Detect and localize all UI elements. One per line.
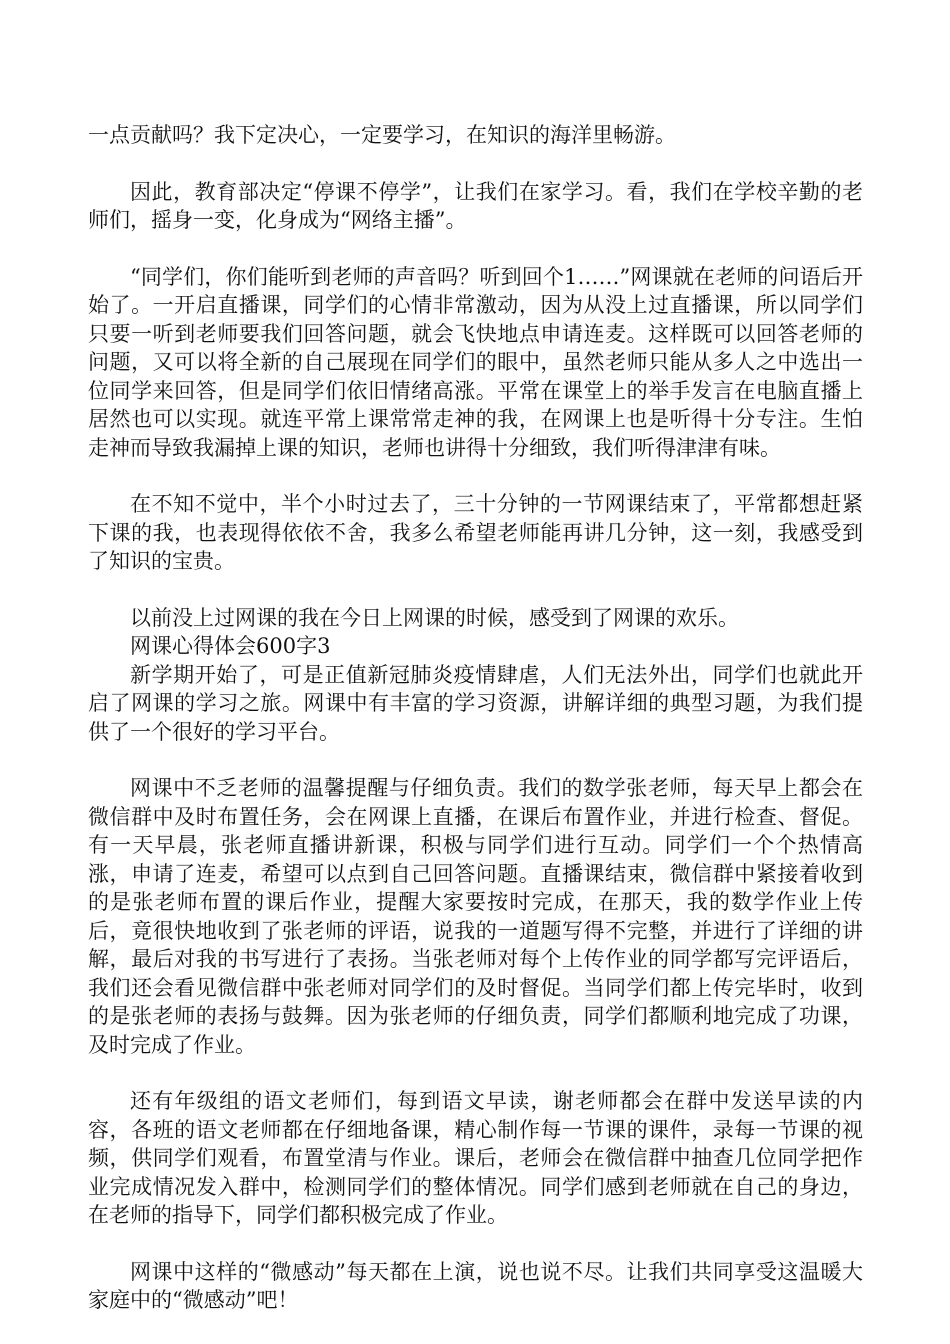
paragraph-math-teacher: 网课中不乏老师的温馨提醒与仔细负责。我们的数学张老师，每天早上都会在微信群中及时布置任务，会在网课上直播，在课后布置作业，并进行检查、督促。有一天早晨，张老师直播讲新课，积极与同学们进行互动。同学们一个个热情高涨，申请了连麦，希望可以点到自己回答问题。直播课结束，微信群中紧接着收到的是张老师布置的课后作业，提醒大家要按时完成，在那天，我的数学作业上传后，竟很快地收到了张老师的评语，说我的一道题写得不完整，并进行了详细的讲解，最后对我的书写进行了表扬。当张老师对每个上传作业的同学都写完评语后，我们还会看见微信群中张老师对同学们的及时督促。当同学们都上传完毕时，收到的是张老师的表扬与鼓舞。因为张老师的仔细负责，同学们都顺利地完成了功课，及时完成了作业。 [88,776,863,1057]
paragraph-live-class: “同学们，你们能听到老师的声音吗？听到回个1……”网课就在老师的问语后开始了。一开启直播课，同学们的心情非常激动，因为从没上过直播课，所以同学们只要一听到老师要我们回答问题，就会飞快地点申请连麦。这样既可以回答老师的问题，又可以将全新的自己展现在同学们的眼中，虽然老师只能从多人之中选出一位同学来回答，但是同学们依旧情绪高涨。平常在课堂上的举手发言在电脑直播上居然也可以实现。就连平常上课常常走神的我，在网课上也是听得十分专注。生怕走神而导致我漏掉上课的知识，老师也讲得十分细致，我们听得津津有味。 [88,264,863,460]
paragraph-class-end: 在不知不觉中，半个小时过去了，三十分钟的一节网课结束了，平常都想赶紧下课的我，也表现得依依不舍，我多么希望老师能再讲几分钟，这一刻，我感受到了知识的宝贵。 [88,492,863,573]
paragraph-chinese-teachers: 还有年级组的语文老师们，每到语文早读，谢老师都会在群中发送早读的内容，各班的语文老师都在仔细地备课，精心制作每一节课的课件，录每一节课的视频，供同学们观看，布置堂清与作业。课后，老师会在微信群中抽查几位同学把作业完成情况发入群中，检测同学们的整体情况。同学们感到老师就在自己的身边，在老师的指导下，同学们都积极完成了作业。 [88,1089,863,1227]
document-page [88,121,863,1343]
paragraph-policy: 因此，教育部决定“停课不停学”，让我们在家学习。看，我们在学校辛勤的老师们，摇身一变，化身成为“网络主播”。 [88,179,863,232]
paragraph-continuation: 一点贡献吗？我下定决心，一定要学习，在知识的海洋里畅游。 [88,123,676,147]
paragraph-conclusion: 网课中这样的“微感动”每天都在上演，说也说不尽。让我们共同享受这温暖大家庭中的“微感动”吧！ [88,1259,863,1312]
section-heading: 网课心得体会600字3 [130,634,331,658]
paragraph-joy: 以前没上过网课的我在今日上网课的时候，感受到了网课的欢乐。 [130,605,739,630]
paragraph-new-semester: 新学期开始了，可是正值新冠肺炎疫情肆虐，人们无法外出，同学们也就此开启了网课的学习之旅。网课中有丰富的学习资源，讲解详细的典型习题，为我们提供了一个很好的学习平台。 [88,662,863,744]
